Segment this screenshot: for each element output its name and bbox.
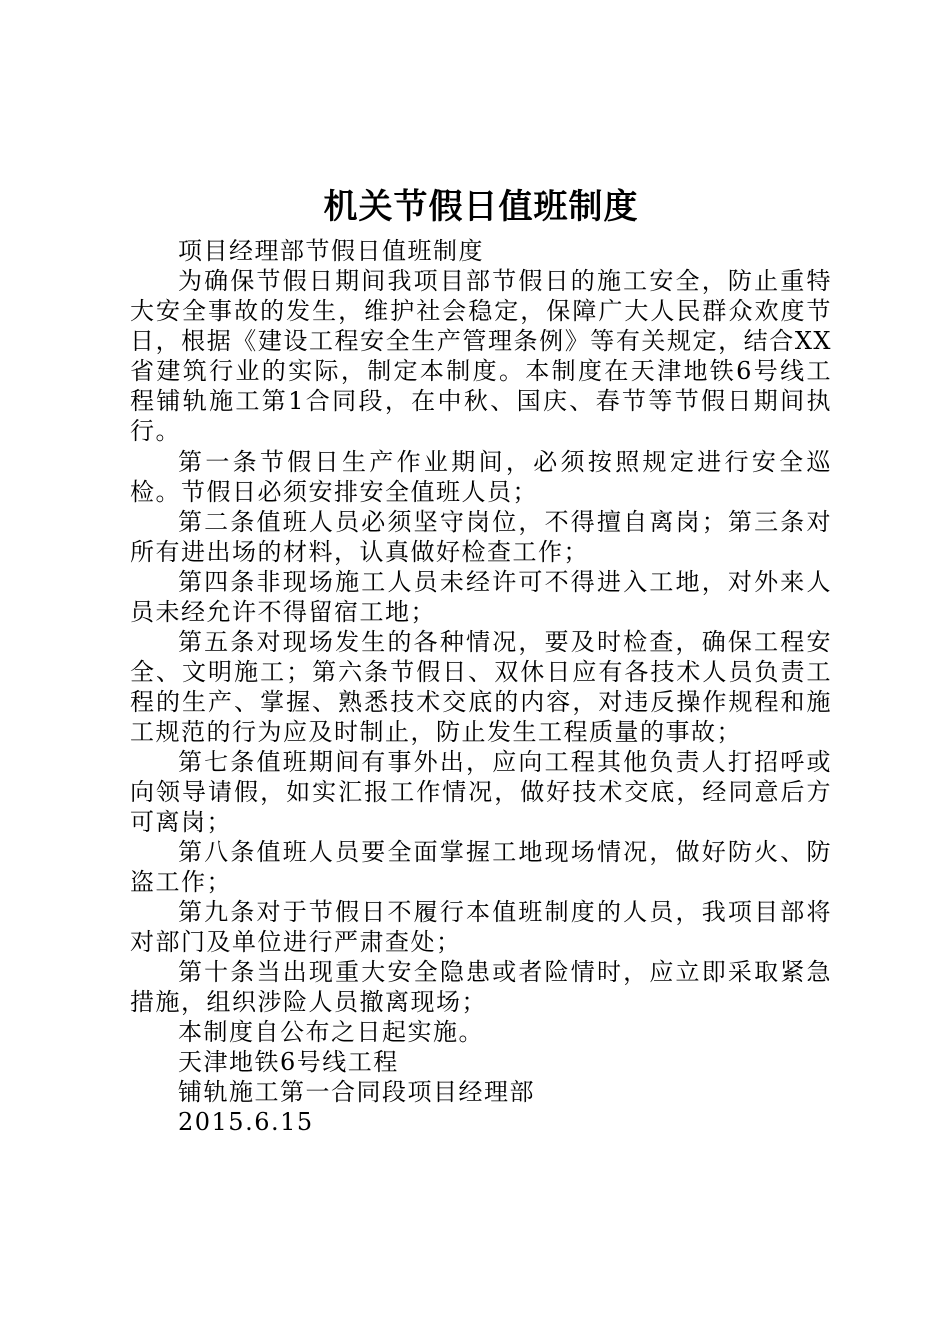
paragraph-article-7: 第七条值班期间有事外出，应向工程其他负责人打招呼或向领导请假，如实汇报工作情况，做好技术交底，经同意后方可离岗；: [130, 748, 832, 836]
paragraph-article-10: 第十条当出现重大安全隐患或者险情时，应立即采取紧急措施，组织涉险人员撤离现场；: [130, 958, 832, 1016]
paragraph-article-1: 第一条节假日生产作业期间，必须按照规定进行安全巡检。节假日必须安排安全值班人员；: [130, 448, 832, 506]
paragraph-article-4: 第四条非现场施工人员未经许可不得进入工地，对外来人员未经允许不得留宿工地；: [130, 568, 832, 626]
signature-date: 2015.6.15: [178, 1108, 314, 1136]
document-subtitle: 项目经理部节假日值班制度: [178, 237, 484, 265]
signature-department: 铺轨施工第一合同段项目经理部: [178, 1078, 535, 1106]
signature-project: 天津地铁6号线工程: [178, 1048, 399, 1076]
paragraph-effective: 本制度自公布之日起实施。: [178, 1018, 484, 1046]
document-title: 机关节假日值班制度: [323, 187, 639, 227]
paragraph-article-2-3: 第二条值班人员必须坚守岗位，不得擅自离岗；第三条对所有进出场的材料，认真做好检查工作；: [130, 508, 832, 566]
paragraph-intro: 为确保节假日期间我项目部节假日的施工安全，防止重特大安全事故的发生，维护社会稳定，保障广大人民群众欢度节日，根据《建设工程安全生产管理条例》等有关规定，结合XX省建筑行业的实际，制定本制度。本制度在天津地铁6号线工程铺轨施工第1合同段，在中秋、国庆、春节等节假日期间执行。: [130, 267, 832, 445]
paragraph-article-8: 第八条值班人员要全面掌握工地现场情况，做好防火、防盗工作；: [130, 838, 832, 896]
paragraph-article-5-6: 第五条对现场发生的各种情况，要及时检查，确保工程安全、文明施工；第六条节假日、双休日应有各技术人员负责工程的生产、掌握、熟悉技术交底的内容，对违反操作规程和施工规范的行为应及时制止，防止发生工程质量的事故；: [130, 628, 832, 746]
document-page: [130, 182, 832, 1137]
paragraph-article-9: 第九条对于节假日不履行本值班制度的人员，我项目部将对部门及单位进行严肃查处；: [130, 898, 832, 956]
